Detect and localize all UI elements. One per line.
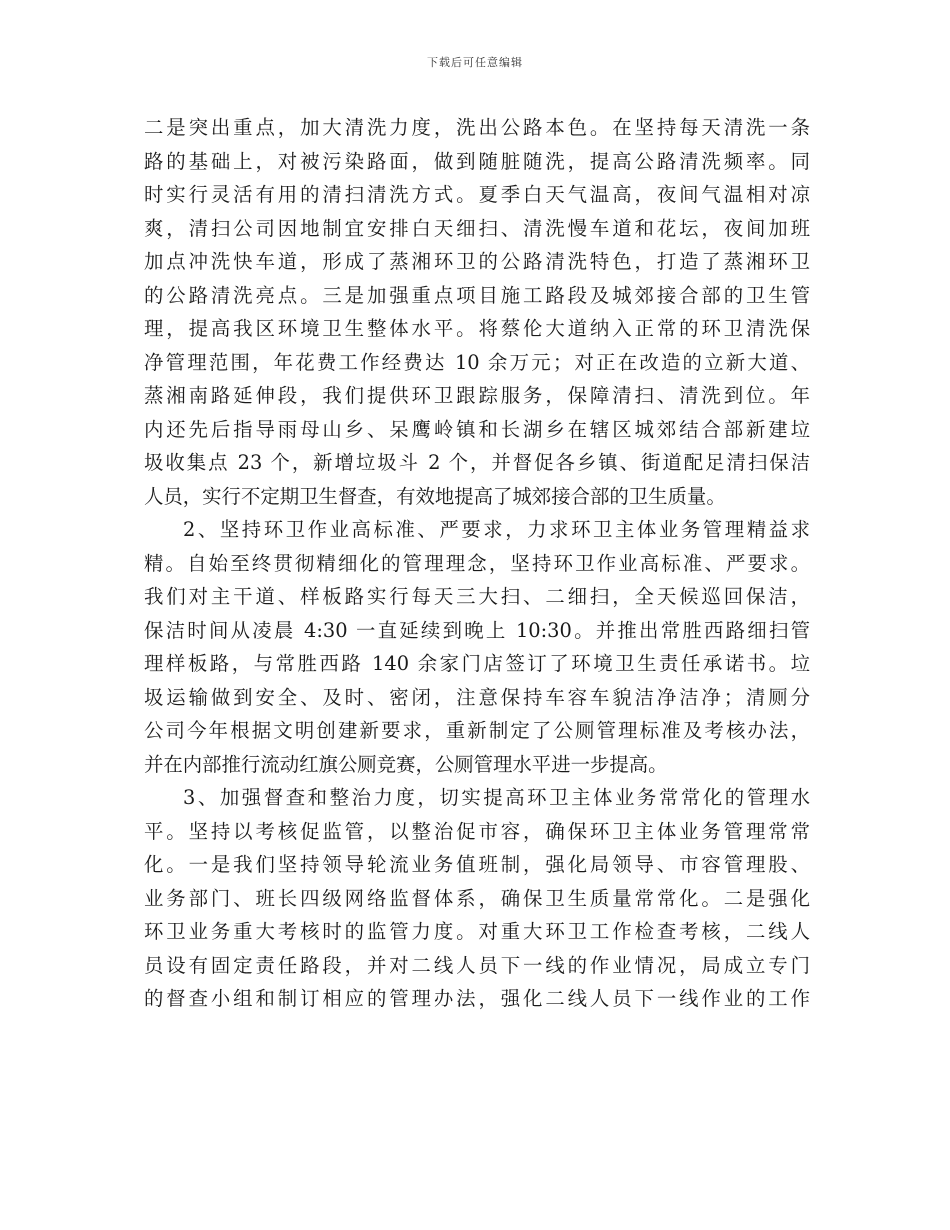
- text-line: 时实行灵活有用的清扫清洗方式。夏季白天气温高，夜间气温相对凉: [144, 183, 810, 206]
- text-line: 人员，实行不定期卫生督查，有效地提高了城郊接合部的卫生质量。: [144, 484, 726, 508]
- text-line: 蒸湘南路延伸段，我们提供环卫跟踪服务，保障清扫、清洗到位。年: [144, 384, 810, 407]
- text-line: 圾运输做到安全、及时、密闭，注意保持车容车貌洁净洁净；清厕分: [144, 685, 810, 709]
- text-line: 理样板路，与常胜西路 140 余家门店签订了环境卫生责任承诺书。垃: [144, 652, 810, 675]
- text-line: 2、坚持环卫作业高标准、严要求，力求环卫主体业务管理精益求: [183, 518, 810, 541]
- text-line: 的督查小组和制订相应的管理办法，强化二线人员下一线作业的工作: [144, 987, 810, 1010]
- text-line: 平。坚持以考核促监管，以整治促市容，确保环卫主体业务管理常常: [144, 819, 810, 843]
- text-line: 爽，清扫公司因地制宜安排白天细扫、清洗慢车道和花坛，夜间加班: [144, 216, 810, 240]
- text-line: 加点冲洗快车道，形成了蒸湘环卫的公路清洗特色，打造了蒸湘环卫: [144, 250, 810, 273]
- text-line: 员设有固定责任路段，并对二线人员下一线的作业情况，局成立专门: [144, 953, 810, 977]
- text-line: 圾收集点 23 个，新增垃圾斗 2 个，并督促各乡镇、街道配足清扫保洁: [144, 451, 810, 474]
- text-line: 内还先后指导雨母山乡、呆鹰岭镇和长湖乡在辖区城郊结合部新建垃: [144, 417, 810, 441]
- document-body: [144, 111, 810, 1016]
- text-line: 二是突出重点，加大清洗力度，洗出公路本色。在坚持每天清洗一条: [144, 116, 810, 139]
- text-line: 化。一是我们坚持领导轮流业务值班制，强化局领导、市容管理股、: [144, 853, 810, 876]
- text-line: 3、加强督查和整治力度，切实提高环卫主体业务常常化的管理水: [183, 786, 810, 809]
- page-header: 下载后可任意编辑: [427, 56, 523, 69]
- text-line: 的公路清洗亮点。三是加强重点项目施工路段及城郊接合部的卫生管: [144, 283, 810, 307]
- text-line: 精。自始至终贯彻精细化的管理理念，坚持环卫作业高标准、严要求。: [144, 551, 810, 575]
- text-line: 路的基础上，对被污染路面，做到随脏随洗，提高公路清洗频率。同: [144, 149, 810, 173]
- text-line: 业务部门、班长四级网络监督体系，确保卫生质量常常化。二是强化: [144, 886, 810, 910]
- text-line: 净管理范围，年花费工作经费达 10 余万元；对正在改造的立新大道、: [144, 350, 810, 374]
- text-line: 理，提高我区环境卫生整体水平。将蔡伦大道纳入正常的环卫清洗保: [144, 317, 810, 340]
- text-line: 我们对主干道、样板路实行每天三大扫、二细扫，全天候巡回保洁，: [144, 585, 810, 608]
- text-line: 并在内部推行流动红旗公厕竞赛，公厕管理水平进一步提高。: [144, 752, 668, 776]
- text-line: 环卫业务重大考核时的监管力度。对重大环卫工作检查考核，二线人: [144, 920, 810, 943]
- text-line: 保洁时间从凌晨 4:30 一直延续到晚上 10:30。并推出常胜西路细扫管: [144, 618, 810, 642]
- text-line: 公司今年根据文明创建新要求，重新制定了公厕管理标准及考核办法，: [144, 719, 810, 742]
